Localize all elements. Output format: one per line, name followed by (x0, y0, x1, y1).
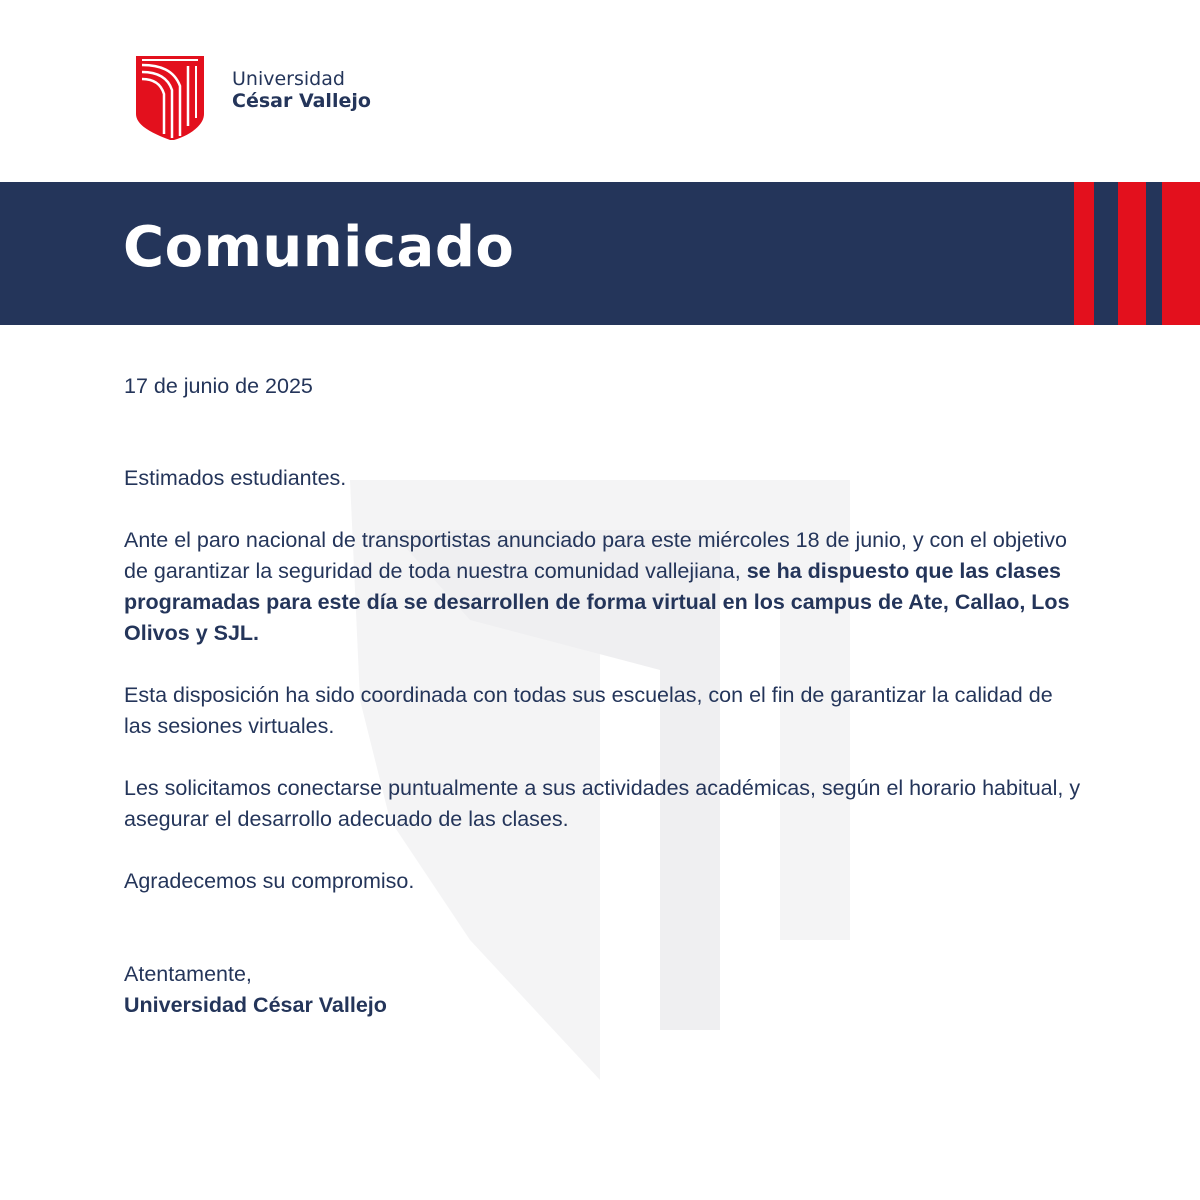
red-stripe (1162, 182, 1200, 325)
paragraph-thanks: Agradecemos su compromiso. (124, 869, 415, 893)
letter-date: 17 de junio de 2025 (124, 374, 313, 398)
logo-text-line2: César Vallejo (232, 90, 371, 112)
paragraph-announcement (124, 525, 1084, 649)
letter-greeting: Estimados estudiantes. (124, 466, 347, 490)
letter-body (124, 371, 1084, 1021)
paragraph-announcement-text: Ante el paro nacional de transportistas anunciado para este miércoles 18 de junio, y con el objetivo de garantizar la seguridad de toda nuestra comunidad vallejiana, (124, 528, 1067, 583)
letter-closing: Atentamente, (124, 962, 252, 986)
header-banner (0, 182, 1200, 325)
paragraph-announcement-bold: se ha dispuesto que las clases programadas para este día se desarrollen de forma virtual en los campus de Ate, Callao, Los Olivos y SJL. (124, 559, 1070, 645)
shield-logo-icon (134, 56, 206, 140)
red-stripe (1074, 182, 1094, 325)
logo-text-line1: Universidad (232, 68, 345, 90)
red-stripe (1118, 182, 1146, 325)
paragraph-coordination: Esta disposición ha sido coordinada con todas sus escuelas, con el fin de garantizar la calidad de las sesiones virtuales. (124, 683, 1053, 738)
paragraph-request: Les solicitamos conectarse puntualmente a sus actividades académicas, según el horario habitual, y asegurar el desarrollo adecuado de las clases. (124, 776, 1081, 831)
banner-title: Comunicado (123, 215, 515, 280)
letter-signature: Universidad César Vallejo (124, 993, 387, 1017)
